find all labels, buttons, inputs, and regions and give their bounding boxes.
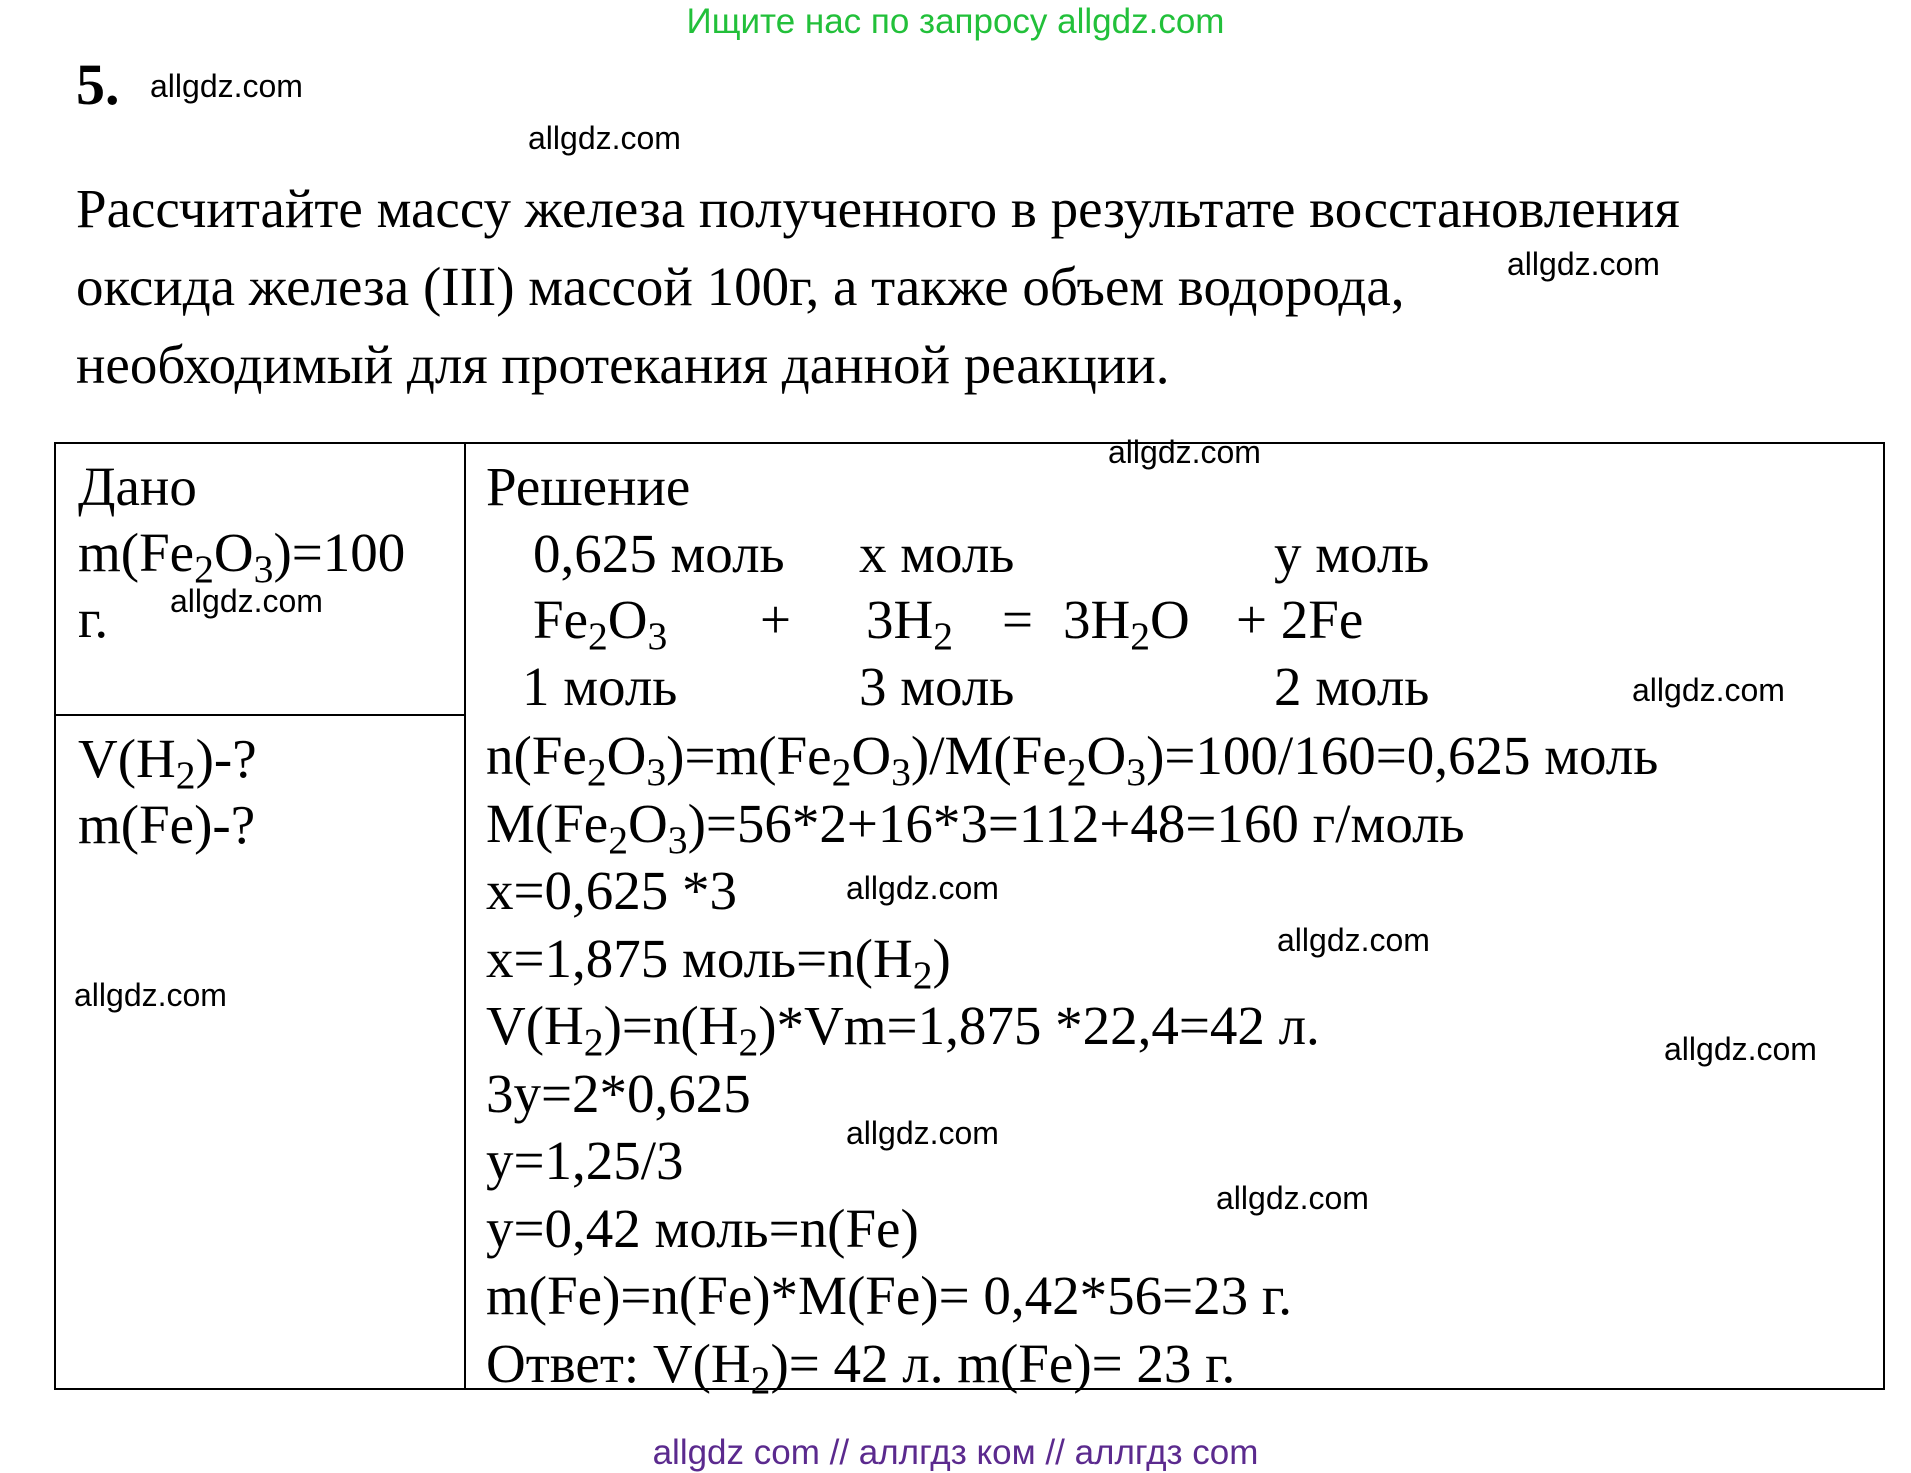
watermark: allgdz.com (1632, 672, 1785, 708)
calc-line-y-equation: 3y=2*0,625 (486, 1062, 751, 1124)
problem-line: Рассчитайте массу железа полученного в результате восстановления (76, 178, 1680, 239)
solution-heading: Решение (486, 456, 691, 517)
amount-above-h2: x моль (859, 523, 1015, 584)
calc-line-molar-mass: $M(Fe_2O_3)=56*2+16*3=112+48=160$ г/моль (486, 792, 1465, 862)
product-fe: + 2Fe (1236, 589, 1364, 650)
amount-below-fe: 2 моль (1274, 656, 1430, 717)
task-number: 5. (76, 52, 120, 117)
plus-sign: + (760, 589, 792, 650)
watermark: allgdz.com (846, 1115, 999, 1151)
find-volume: $V(H_2)-$? (78, 728, 257, 798)
problem-statement (76, 170, 1856, 404)
given-heading: Дано (78, 456, 197, 517)
watermark: allgdz.com (528, 120, 681, 156)
row-divider (56, 714, 466, 716)
answer-line: Ответ: $V(H_2)= 42$ л. m(Fe)= 23 г. (486, 1332, 1236, 1402)
amount-above-fe: y моль (1274, 523, 1430, 584)
calc-line-volume: $V(H_2)=n(H_2)*Vm=1,875$ *22,4=42 л. (486, 995, 1320, 1065)
watermark: allgdz.com (170, 583, 323, 619)
given-mass: $m(Fe_2O_3)=100$ (78, 522, 406, 592)
calc-line-x-result: x=1,875 $моль=n(H_2)$ (486, 927, 951, 997)
column-divider (464, 444, 466, 1388)
watermark: allgdz.com (846, 870, 999, 906)
watermark: allgdz.com (1216, 1180, 1369, 1216)
solution-table (54, 442, 1885, 1402)
watermark: allgdz.com (150, 68, 303, 104)
equals-sign: = (1002, 589, 1034, 650)
amount-below-h2: 3 моль (859, 656, 1015, 717)
bottom-banner: allgdz com // аллгдз ком // аллгдз com (652, 1433, 1259, 1472)
watermark: allgdz.com (1507, 246, 1660, 282)
watermark: allgdz.com (1108, 434, 1261, 470)
amount-above-fe2o3: 0,625 моль (533, 523, 785, 584)
given-cell (78, 454, 405, 652)
watermark: allgdz.com (1664, 1031, 1817, 1067)
top-banner: Ищите нас по запросу allgdz.com (686, 2, 1225, 41)
given-mass-unit: г. (78, 588, 109, 649)
find-cell (78, 726, 257, 858)
amount-below-fe2o3: 1 моль (522, 656, 678, 717)
reactant-fe2o3: $Fe_2O_3$ (533, 589, 668, 659)
reactant-h2: $3H_2$ (866, 589, 954, 659)
watermark: allgdz.com (1277, 922, 1430, 958)
find-mass: m(Fe)-? (78, 794, 256, 855)
calc-line-y: y=1,25/3 (486, 1130, 684, 1191)
problem-line: необходимый для протекания данной реакции. (76, 334, 1170, 395)
calc-line-moles-fe2o3: $n(Fe_2O_3)=m(Fe_2O_3)/M(Fe_2O_3)=100/160=0,625$ моль (486, 725, 1659, 795)
calc-line-y-result: y=0,42 моль=n(Fe) (486, 1197, 919, 1259)
calc-line-mass-fe: m(Fe)=n(Fe)*M(Fe)= 0,42*56=23 г. (486, 1265, 1292, 1326)
calculation-lines (486, 722, 1659, 1402)
problem-line: оксида железа (III) массой 100г, а также объем водорода, (76, 256, 1405, 317)
calc-line-x: x=0,625 *3 (486, 860, 738, 921)
watermark: allgdz.com (74, 977, 227, 1013)
product-h2o: $3H_2O$ (1063, 589, 1190, 659)
